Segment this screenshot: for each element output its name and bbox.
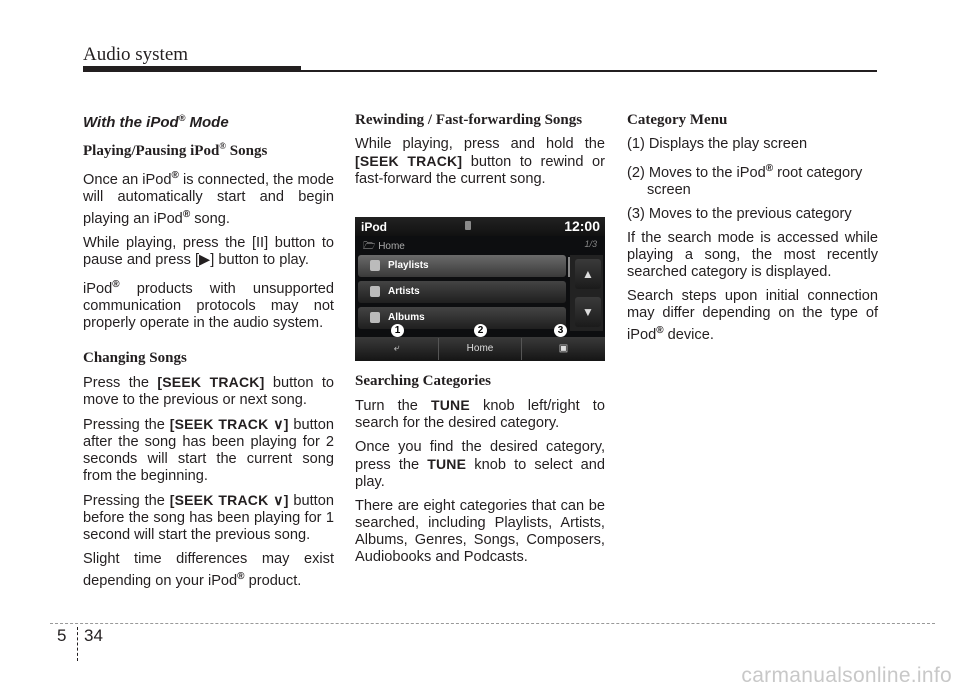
paragraph: Press the [SEEK TRACK] button to move to the previous or next song. — [83, 373, 335, 408]
watermark: carmanualsonline.info — [741, 664, 952, 687]
back-button[interactable] — [355, 338, 439, 360]
triangle-up-icon: ▲ — [582, 267, 594, 281]
subheading-playing-pausing: Playing/Pausing iPod® Songs — [83, 141, 268, 159]
category-row-playlists[interactable]: Playlists — [358, 255, 566, 277]
tune-knob-label: TUNE — [427, 456, 467, 472]
column-1 — [83, 110, 334, 596]
playlist-icon — [370, 260, 380, 271]
callout-badge-2: 2 — [474, 324, 487, 337]
scroll-down-button[interactable] — [575, 297, 601, 327]
callout-badge-3: 3 — [554, 324, 567, 337]
subheading-rewinding: Rewinding / Fast-forwarding Songs — [355, 112, 583, 128]
paragraph: Once an iPod® is connected, the mode will automatically start and begin playing an iPod® song. — [83, 170, 334, 227]
paragraph: Turn the TUNE knob left/right to search for the desired category. — [355, 397, 605, 431]
category-row-albums[interactable]: Albums — [358, 307, 566, 329]
page-number: 34 — [84, 626, 103, 645]
scroll-up-button[interactable] — [575, 259, 601, 289]
folder-icon: ▣ — [558, 343, 569, 354]
seek-track-button-label: [SEEK TRACK] — [157, 373, 265, 390]
paragraph: While playing, press and hold the [SEEK TRACK] button to rewind or fast-forward the current song. — [355, 136, 605, 187]
seek-track-down-button-label: [SEEK TRACK ∨] — [169, 415, 289, 432]
home-button[interactable]: Home — [439, 338, 522, 360]
page-header-title: Audio system — [83, 44, 189, 65]
list-item: (1) Displays the play screen — [627, 136, 808, 152]
lock-icon — [465, 221, 471, 230]
paragraph: Slight time differences may exist depending on your iPod® product. — [83, 550, 334, 589]
back-arrow-icon: ⤶ — [393, 343, 400, 354]
album-icon — [370, 312, 380, 323]
category-row-artists[interactable]: Artists — [358, 281, 566, 303]
paragraph: Pressing the [SEEK TRACK ∨] button after the song has been playing for 2 seconds will start the current song from the beginning. — [83, 415, 334, 484]
artist-icon — [370, 286, 380, 297]
list-item: (3) Moves to the previous category — [627, 205, 852, 222]
previous-category-button[interactable] — [522, 338, 605, 360]
subheading-searching-categories: Searching Categories — [355, 373, 491, 389]
paragraph: If the search mode is accessed while playing a song, the most recently searched category is displayed. — [627, 229, 878, 280]
column-3 — [627, 110, 878, 351]
ipod-screen-illustration — [355, 217, 605, 361]
footer-rule — [50, 623, 935, 624]
triangle-down-icon: ▼ — [582, 305, 594, 319]
paragraph: There are eight categories that can be searched, including Playlists, Artists, Albums, Genres, Songs, Composers, Audiobooks and Podcasts. — [355, 498, 605, 565]
subheading-category-menu: Category Menu — [627, 112, 728, 128]
paragraph: Once you find the desired category, press the TUNE knob to select and play. — [355, 439, 605, 490]
callout-badge-1: 1 — [391, 324, 404, 337]
footer-divider — [77, 627, 78, 661]
header-rule — [301, 70, 877, 72]
list-item: (2) Moves to the iPod® root category screen — [627, 163, 863, 198]
paragraph: Pressing the [SEEK TRACK ∨] button before the song has been playing for 1 second will start the previous song. — [83, 491, 334, 543]
paragraph: Search steps upon initial connection may differ depending on the type of iPod® device. — [627, 287, 878, 343]
tune-knob-label: TUNE — [430, 397, 470, 413]
section-heading: With the iPod® Mode — [83, 113, 229, 131]
seek-track-button-label: [SEEK TRACK] — [355, 153, 463, 169]
seek-track-down-button-label: [SEEK TRACK ∨] — [169, 491, 289, 508]
screen-page-indicator: 1/3 — [584, 239, 597, 249]
paragraph: While playing, press the [II] button to pause and press [▶] button to play. — [83, 234, 334, 268]
subheading-changing-songs: Changing Songs — [83, 349, 187, 366]
header-bar — [83, 66, 301, 72]
folder-breadcrumb: 🗁 Home — [363, 241, 405, 252]
screen-clock: 12:00 — [564, 218, 600, 234]
paragraph: iPod® products with unsupported communication protocols may not properly operate in the audio system. — [83, 278, 334, 331]
screen-title: iPod — [361, 220, 387, 234]
chapter-number: 5 — [57, 626, 67, 645]
